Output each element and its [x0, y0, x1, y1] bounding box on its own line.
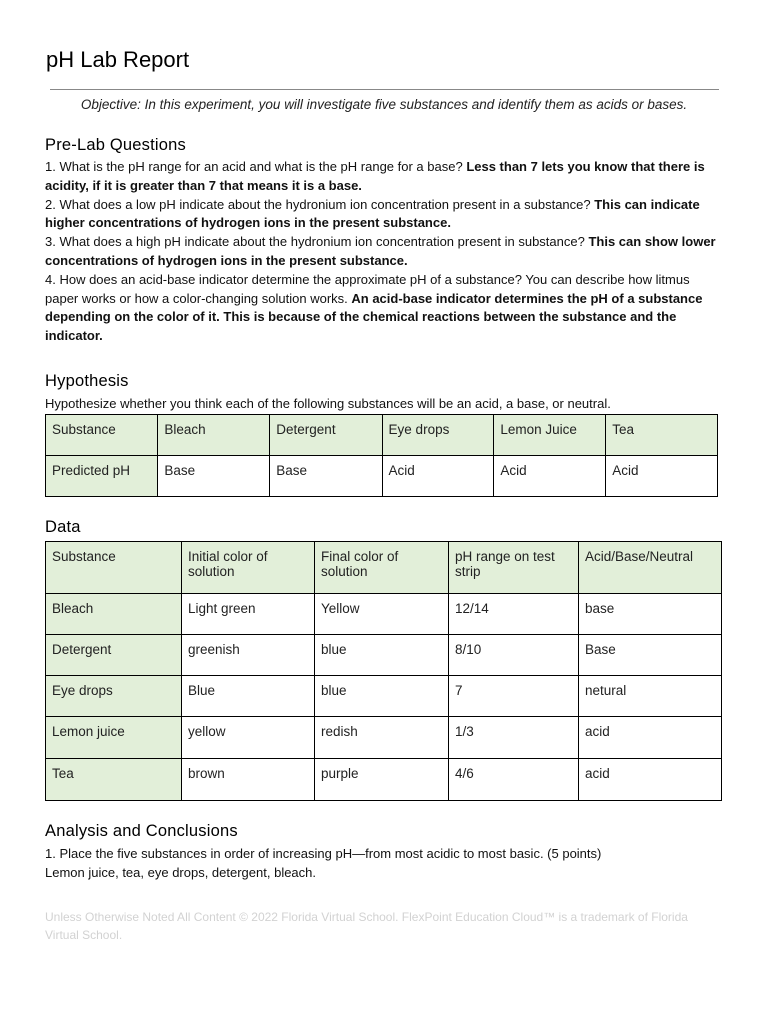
table-cell: Lemon Juice	[494, 415, 606, 456]
table-cell: Substance	[46, 415, 158, 456]
question-text: 4. How does an acid-base indicator determine the approximate pH of a substance? You can describe how litmus paper works or how a color-changing solution works.	[45, 271, 690, 306]
table-row	[46, 635, 722, 676]
table-cell: Light green	[182, 594, 315, 635]
data-heading: Data	[45, 518, 81, 536]
table-cell: Final color of solution	[315, 542, 449, 594]
table-cell: 8/10	[449, 635, 579, 676]
data-header-row	[46, 542, 722, 594]
table-cell: 1/3	[449, 717, 579, 759]
question-text: 3. What does a high pH indicate about the hydronium ion concentration present in substance?	[45, 234, 589, 250]
table-cell: Tea	[46, 759, 182, 801]
hypothesis-table	[45, 414, 718, 497]
table-cell: Base	[270, 456, 382, 497]
prelab-question-3	[45, 233, 725, 271]
table-cell: 4/6	[449, 759, 579, 801]
objective-text: Objective: In this experiment, you will investigate five substances and identify them as acids or bases.	[80, 97, 688, 112]
table-cell: Yellow	[315, 594, 449, 635]
answer-text: An acid-base indicator determines the pH of a substance depending on the color of it. This is because of the chemical reactions between the substance and the indicator.	[45, 290, 703, 344]
table-cell: Substance	[46, 542, 182, 594]
table-cell: Eye drops	[46, 676, 182, 717]
table-row	[46, 717, 722, 759]
question-text: 2. What does a low pH indicate about the hydronium ion concentration present in a substance?	[45, 196, 595, 212]
table-cell: Eye drops	[382, 415, 494, 456]
analysis-block	[45, 845, 725, 883]
title-divider	[50, 89, 719, 90]
table-cell: greenish	[182, 635, 315, 676]
table-cell: Acid/Base/Neutral	[579, 542, 722, 594]
answer-text: This can show lower concentrations of hydrogen ions in the present substance.	[45, 234, 716, 268]
hypothesis-intro: Hypothesize whether you think each of the following substances will be an acid, a base, or neutral.	[45, 396, 611, 411]
copyright-footer: Unless Otherwise Noted All Content © 2022 Florida Virtual School. FlexPoint Education Cloud™ is a trademark of Florida Virtual School.	[45, 910, 688, 942]
table-cell: Acid	[606, 456, 718, 497]
table-row	[46, 594, 722, 635]
table-cell: Initial color of solution	[182, 542, 315, 594]
table-cell: base	[579, 594, 722, 635]
prelab-heading: Pre-Lab Questions	[45, 136, 186, 154]
table-cell: Base	[158, 456, 270, 497]
prelab-questions	[45, 158, 725, 346]
table-cell: Bleach	[46, 594, 182, 635]
data-table	[45, 541, 722, 801]
table-cell: blue	[315, 676, 449, 717]
table-cell: Tea	[606, 415, 718, 456]
table-cell: Predicted pH	[46, 456, 158, 497]
analysis-heading: Analysis and Conclusions	[45, 822, 238, 840]
table-cell: pH range on test strip	[449, 542, 579, 594]
table-cell: netural	[579, 676, 722, 717]
analysis-answer: Lemon juice, tea, eye drops, detergent, bleach.	[45, 864, 317, 880]
table-cell: yellow	[182, 717, 315, 759]
table-cell: Blue	[182, 676, 315, 717]
table-row	[46, 759, 722, 801]
table-cell: Acid	[494, 456, 606, 497]
table-cell: Base	[579, 635, 722, 676]
prelab-question-4	[45, 271, 725, 346]
table-cell: blue	[315, 635, 449, 676]
table-cell: redish	[315, 717, 449, 759]
table-cell: acid	[579, 759, 722, 801]
hypothesis-heading: Hypothesis	[45, 372, 129, 390]
table-cell: Detergent	[46, 635, 182, 676]
table-row	[46, 676, 722, 717]
table-cell: Acid	[382, 456, 494, 497]
analysis-question: 1. Place the five substances in order of increasing pH—from most acidic to most basic. (5 points)	[45, 846, 602, 861]
table-cell: Bleach	[158, 415, 270, 456]
table-cell: Lemon juice	[46, 717, 182, 759]
hypothesis-header-row	[46, 415, 718, 456]
prelab-question-2	[45, 196, 725, 234]
page-title: pH Lab Report	[46, 47, 190, 72]
answer-text: Less than 7 lets you know that there is acidity, if it is greater than 7 that means it is a base.	[45, 159, 705, 193]
question-text: 1. What is the pH range for an acid and what is the pH range for a base?	[45, 159, 467, 174]
table-cell: Detergent	[270, 415, 382, 456]
table-cell: 12/14	[449, 594, 579, 635]
table-cell: brown	[182, 759, 315, 801]
prelab-question-1	[45, 158, 725, 196]
table-cell: 7	[449, 676, 579, 717]
answer-text: This can indicate higher concentrations of hydrogen ions in the present substance.	[45, 196, 700, 231]
table-cell: purple	[315, 759, 449, 801]
hypothesis-predicted-row	[46, 456, 718, 497]
table-cell: acid	[579, 717, 722, 759]
